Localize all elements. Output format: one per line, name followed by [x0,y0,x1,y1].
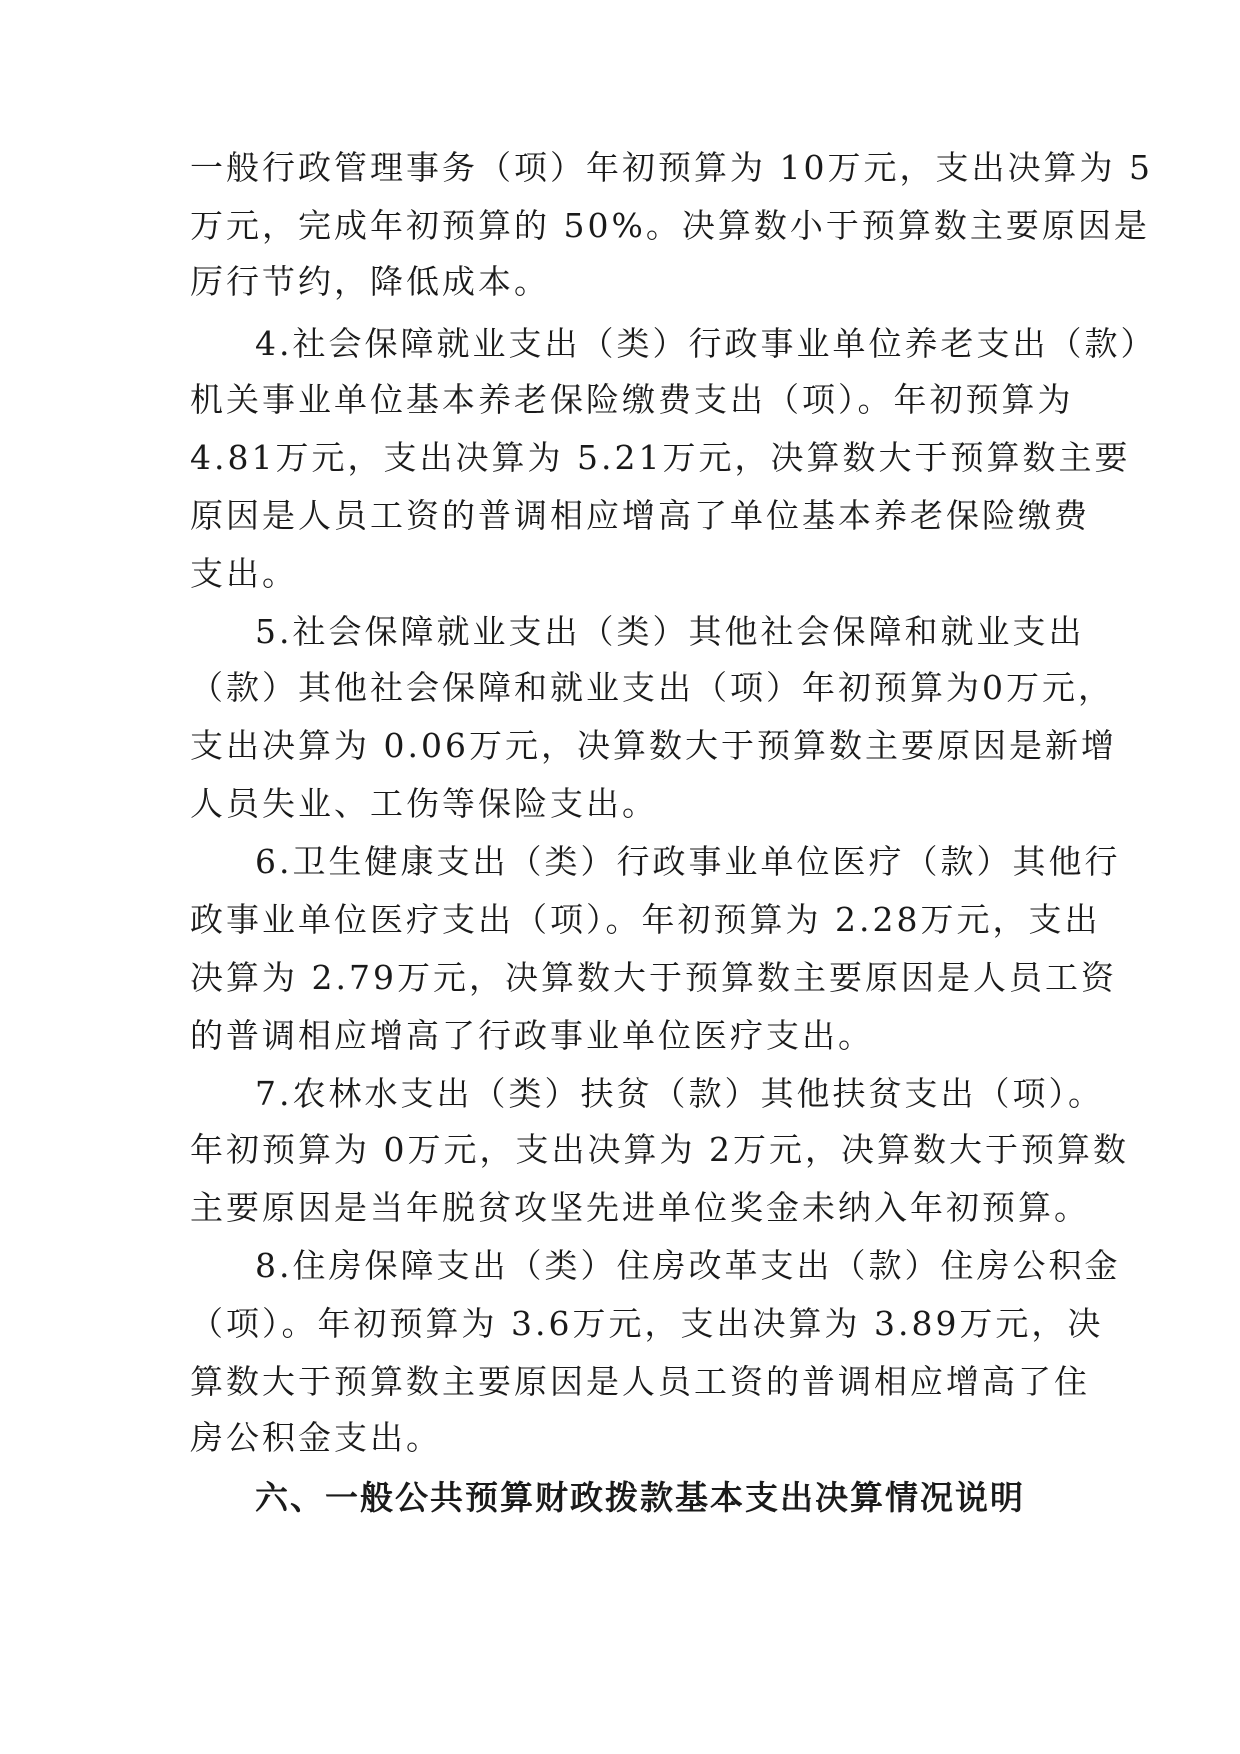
body-text-line: 万元，完成年初预算的 50%。决算数小于预算数主要原因是 [190,206,1150,245]
body-text-line: 主要原因是当年脱贫攻坚先进单位奖金未纳入年初预算。 [190,1188,1090,1227]
body-text-line: 的普调相应增高了行政事业单位医疗支出。 [190,1016,874,1055]
body-text-line: 厉行节约，降低成本。 [190,262,550,301]
body-text-line: 支出。 [190,554,298,593]
body-text-line: 一般行政管理事务（项）年初预算为 10万元，支出决算为 5 [190,148,1153,187]
paragraph-7-first-line: 7.农林水支出（类）扶贫（款）其他扶贫支出（项）。 [255,1074,1104,1113]
body-text-line: 年初预算为 0万元，支出决算为 2万元，决算数大于预算数 [190,1130,1129,1169]
body-text-line: 人员失业、工伤等保险支出。 [190,784,658,823]
body-text-line: 房公积金支出。 [190,1418,442,1457]
paragraph-5-first-line: 5.社会保障就业支出（类）其他社会保障和就业支出 [255,612,1085,651]
body-text-line: 政事业单位医疗支出（项）。年初预算为 2.28万元，支出 [190,900,1101,939]
body-text-line: 原因是人员工资的普调相应增高了单位基本养老保险缴费 [190,496,1090,535]
paragraph-6-first-line: 6.卫生健康支出（类）行政事业单位医疗（款）其他行 [255,842,1121,881]
body-text-line: 决算为 2.79万元，决算数大于预算数主要原因是人员工资 [190,958,1117,997]
paragraph-8-first-line: 8.住房保障支出（类）住房改革支出（款）住房公积金 [255,1246,1121,1285]
section-heading: 六、一般公共预算财政拨款基本支出决算情况说明 [255,1478,1025,1517]
body-text-line: （款）其他社会保障和就业支出（项）年初预算为0万元， [190,668,1114,707]
body-text-line: 4.81万元，支出决算为 5.21万元，决算数大于预算数主要 [190,438,1131,477]
body-text-line: 支出决算为 0.06万元，决算数大于预算数主要原因是新增 [190,726,1117,765]
body-text-line: 机关事业单位基本养老保险缴费支出（项）。年初预算为 [190,380,1074,419]
body-text-line: （项）。年初预算为 3.6万元，支出决算为 3.89万元，决 [190,1304,1104,1343]
body-text-line: 算数大于预算数主要原因是人员工资的普调相应增高了住 [190,1362,1090,1401]
paragraph-4-first-line: 4.社会保障就业支出（类）行政事业单位养老支出（款） [255,324,1157,363]
